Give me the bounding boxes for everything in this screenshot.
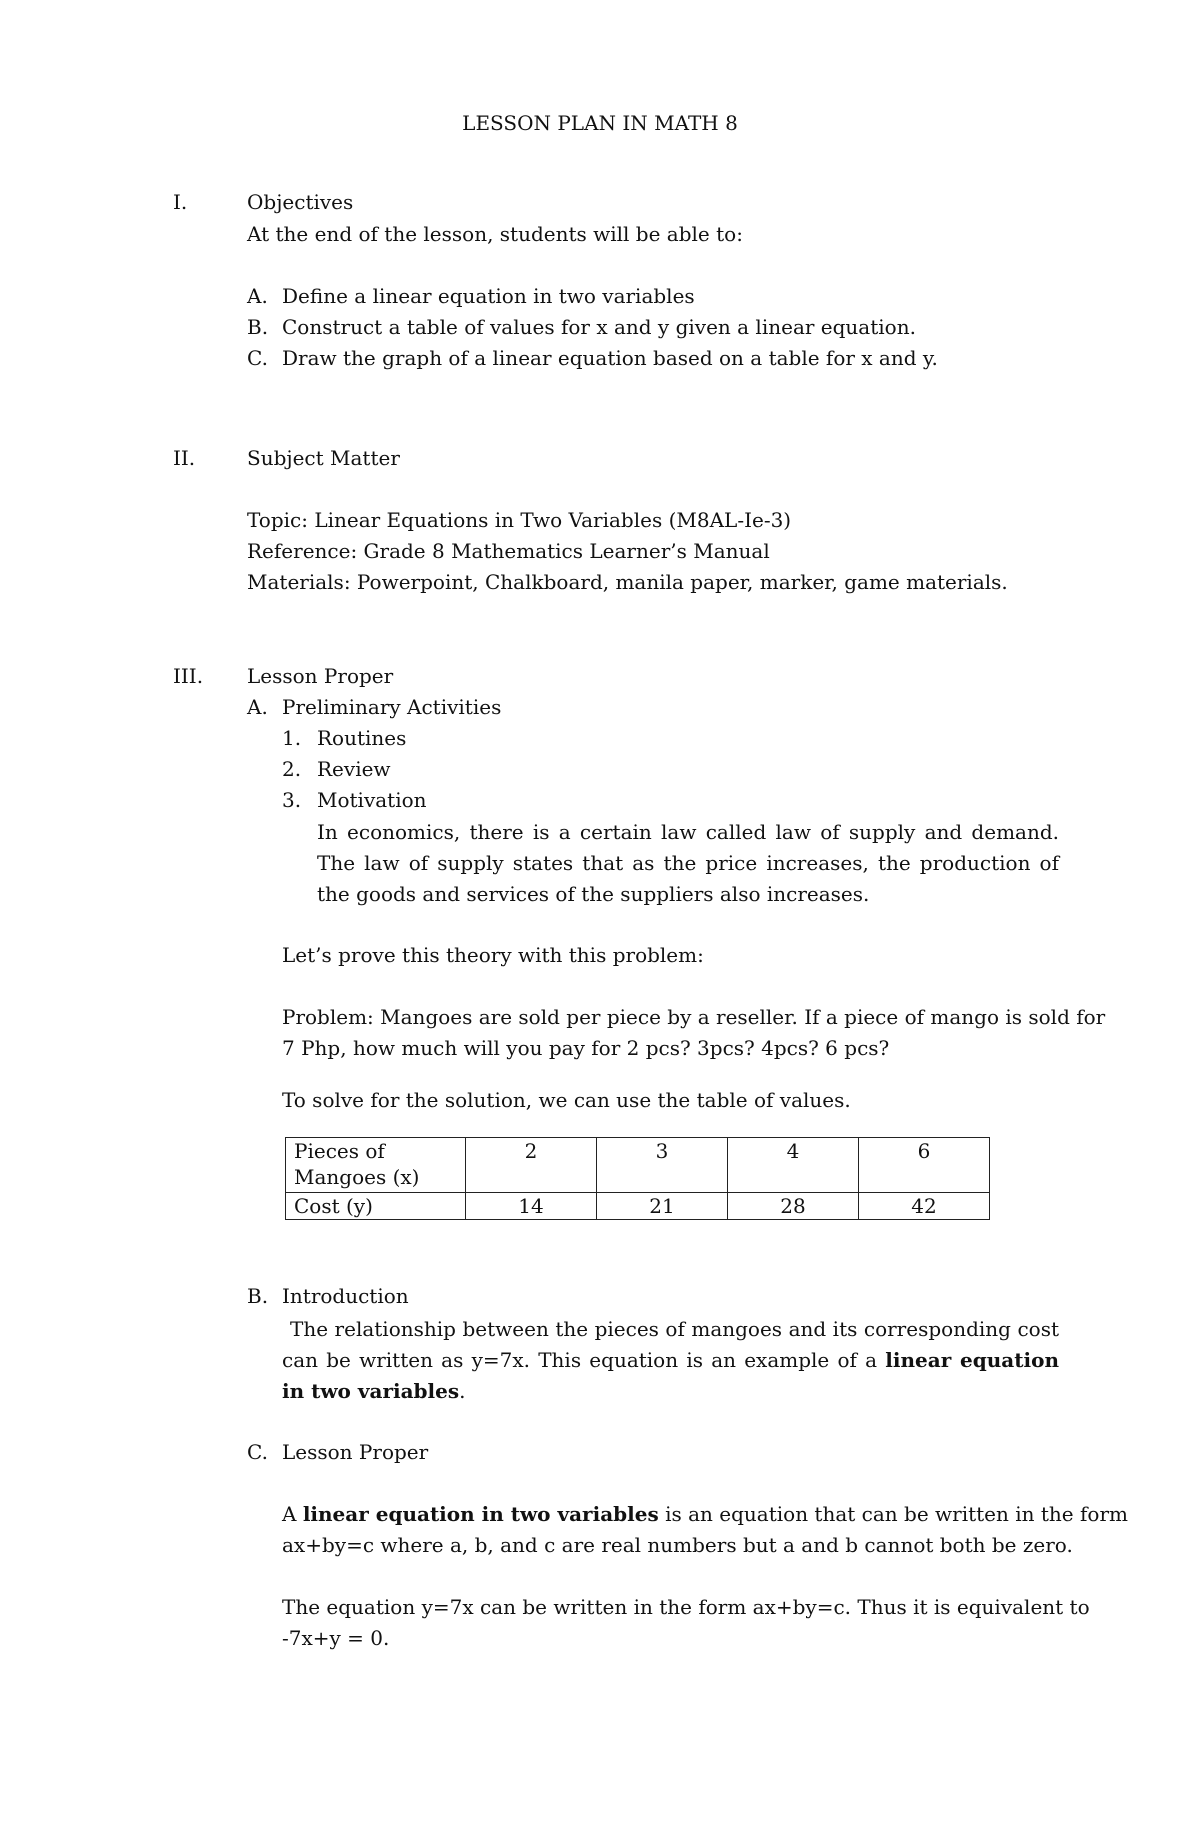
objectives-intro: At the end of the lesson, students will be able to: xyxy=(247,222,743,246)
section-numeral-ii: II. xyxy=(173,446,196,470)
step-motivation: Motivation xyxy=(317,788,427,812)
equivalent-line-1: The equation y=7x can be written in the form ax+by=c. Thus it is equivalent to xyxy=(282,1595,1090,1619)
y-value-cell: 21 xyxy=(597,1193,728,1220)
objective-letter-c: C. xyxy=(247,346,268,370)
lesson-heading: Lesson Proper xyxy=(282,1440,429,1464)
y-value-cell: 14 xyxy=(466,1193,597,1220)
topic-line: Topic: Linear Equations in Two Variables (M8AL-Ie-3) xyxy=(247,508,792,532)
table-row xyxy=(286,1193,990,1220)
definition-prefix: A xyxy=(282,1502,303,1526)
objective-c-text: Draw the graph of a linear equation based on a table for x and y. xyxy=(282,346,938,370)
preliminary-heading: Preliminary Activities xyxy=(282,695,502,719)
y-value-cell: 42 xyxy=(859,1193,990,1220)
objectives-heading: Objectives xyxy=(247,190,354,214)
x-value-cell: 3 xyxy=(597,1138,728,1193)
materials-line: Materials: Powerpoint, Chalkboard, manila paper, marker, game materials. xyxy=(247,570,1008,594)
x-value-cell: 2 xyxy=(466,1138,597,1193)
row-label-pieces: Pieces of Mangoes (x) xyxy=(286,1138,466,1193)
row-label-cost: Cost (y) xyxy=(286,1193,466,1220)
definition-line-2: ax+by=c where a, b, and c are real numbers but a and b cannot both be zero. xyxy=(282,1533,1073,1557)
lesson-letter: C. xyxy=(247,1440,268,1464)
introduction-letter: B. xyxy=(247,1284,269,1308)
problem-line-2: 7 Php, how much will you pay for 2 pcs? 3pcs? 4pcs? 6 pcs? xyxy=(282,1036,890,1060)
step-review: Review xyxy=(317,757,391,781)
introduction-paragraph xyxy=(282,1314,1059,1407)
introduction-heading: Introduction xyxy=(282,1284,409,1308)
table-row xyxy=(286,1138,990,1193)
section-numeral-iii: III. xyxy=(173,664,204,688)
y-value-cell: 28 xyxy=(728,1193,859,1220)
introduction-bold-term: linear equation in two variables xyxy=(282,1348,1059,1403)
x-value-cell: 4 xyxy=(728,1138,859,1193)
reference-line: Reference: Grade 8 Mathematics Learner’s Manual xyxy=(247,539,770,563)
step-num-3: 3. xyxy=(282,788,302,812)
motivation-paragraph: In economics, there is a certain law called law of supply and demand. The law of supply states that as the price increases, the production of the goods and services of the suppliers also increases. xyxy=(317,820,1059,906)
objective-letter-a: A. xyxy=(247,284,268,308)
page-title: LESSON PLAN IN MATH 8 xyxy=(462,111,738,135)
section-numeral-i: I. xyxy=(173,190,188,214)
subject-matter-heading: Subject Matter xyxy=(247,446,400,470)
introduction-period: . xyxy=(459,1379,466,1403)
definition-line-1 xyxy=(282,1502,1128,1526)
x-value-cell: 6 xyxy=(859,1138,990,1193)
preliminary-letter: A. xyxy=(247,695,268,719)
prove-line: Let’s prove this theory with this problem: xyxy=(282,943,704,967)
lesson-proper-heading: Lesson Proper xyxy=(247,664,394,688)
table-of-values xyxy=(285,1137,990,1220)
problem-line-1: Problem: Mangoes are sold per piece by a reseller. If a piece of mango is sold for xyxy=(282,1005,1106,1029)
introduction-text: The relationship between the pieces of mangoes and its corresponding cost can be written as y=7x. This equation is an example of a xyxy=(282,1317,1059,1372)
definition-bold-term: linear equation in two variables xyxy=(302,1502,659,1526)
objective-letter-b: B. xyxy=(247,315,269,339)
step-num-2: 2. xyxy=(282,757,302,781)
objective-a-text: Define a linear equation in two variables xyxy=(282,284,695,308)
step-num-1: 1. xyxy=(282,726,302,750)
objective-b-text: Construct a table of values for x and y given a linear equation. xyxy=(282,315,916,339)
definition-suffix: is an equation that can be written in the form xyxy=(658,1502,1128,1526)
step-routines: Routines xyxy=(317,726,407,750)
equivalent-line-2: -7x+y = 0. xyxy=(282,1626,390,1650)
solve-line: To solve for the solution, we can use the table of values. xyxy=(282,1088,851,1112)
